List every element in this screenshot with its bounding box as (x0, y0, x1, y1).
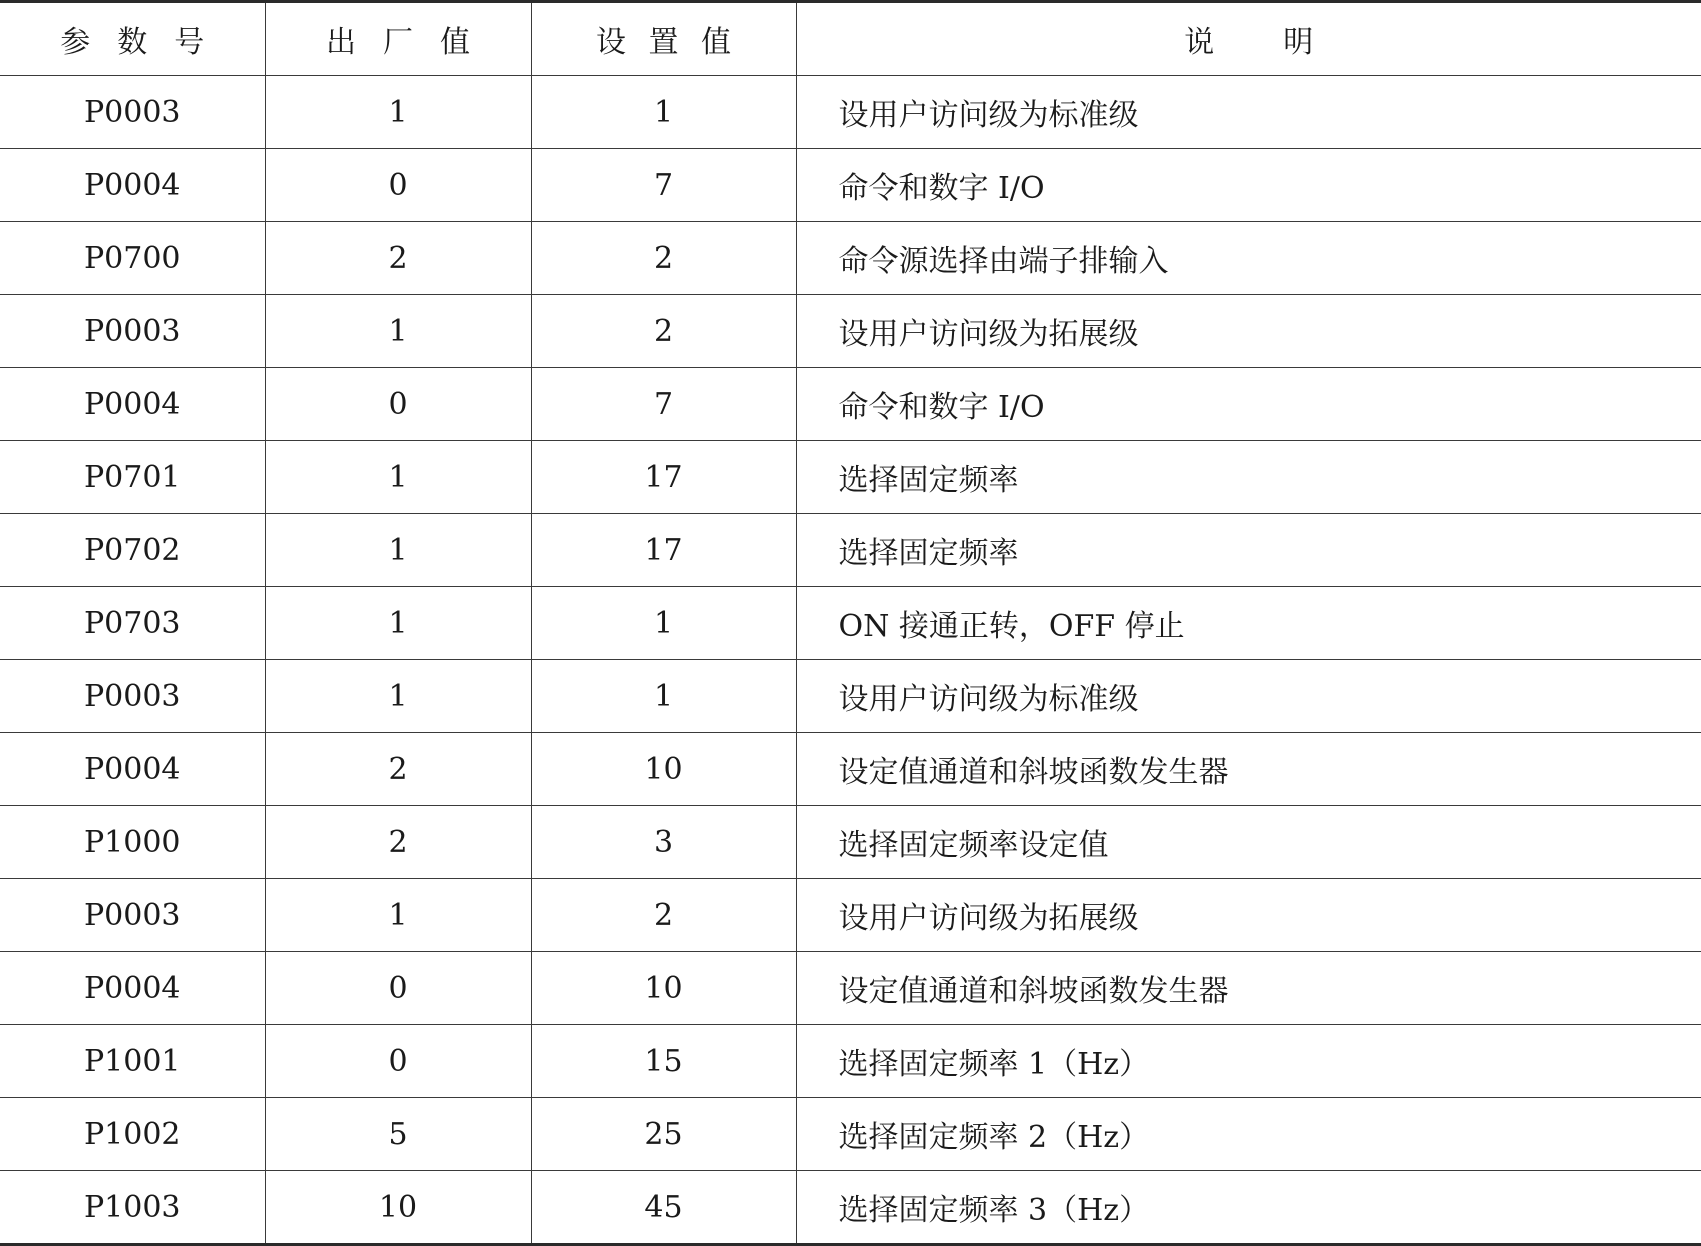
table-row (0, 76, 1701, 149)
setting-value-cell: 1 (531, 587, 796, 660)
description-cell: 设用户访问级为标准级 (796, 76, 1701, 149)
factory-value-cell: 0 (265, 952, 531, 1025)
description-cell: 选择固定频率 (796, 514, 1701, 587)
table-row (0, 441, 1701, 514)
factory-value-cell: 0 (265, 368, 531, 441)
setting-value-cell: 7 (531, 149, 796, 222)
factory-value-cell: 1 (265, 295, 531, 368)
header-factory-value: 出厂值 (265, 2, 531, 76)
param-number-cell: P1003 (83, 1189, 181, 1225)
table-row (0, 806, 1701, 879)
factory-value-cell: 1 (265, 514, 531, 587)
factory-value-cell: 1 (265, 660, 531, 733)
description-cell: 命令和数字 I/O (796, 368, 1701, 441)
table-row (0, 368, 1701, 441)
description-cell: 设用户访问级为标准级 (796, 660, 1701, 733)
setting-value-cell: 17 (531, 441, 796, 514)
param-number-cell: P0702 (0, 514, 265, 587)
table-row (0, 295, 1701, 368)
factory-value-cell: 2 (265, 806, 531, 879)
table-body (0, 76, 1701, 1245)
header-param-number: 参数号 (0, 2, 265, 76)
setting-value-cell: 25 (531, 1098, 796, 1171)
factory-value-cell: 2 (265, 222, 531, 295)
table-row (0, 149, 1701, 222)
table-row (0, 1171, 1701, 1245)
factory-value-cell: 1 (265, 441, 531, 514)
table-row (0, 733, 1701, 806)
param-number-cell: P1000 (0, 806, 265, 879)
factory-value-cell: 1 (265, 76, 531, 149)
param-number-cell: P0004 (0, 368, 265, 441)
setting-value-cell: 2 (531, 295, 796, 368)
param-number-cell: P0003 (0, 295, 265, 368)
param-number-cell: P0703 (0, 587, 265, 660)
param-number-cell: P0004 (0, 149, 265, 222)
description-cell: 命令和数字 I/O (796, 149, 1701, 222)
setting-value-cell: 2 (531, 222, 796, 295)
param-number-cell: P0003 (0, 76, 265, 149)
description-cell: 设定值通道和斜坡函数发生器 (796, 733, 1701, 806)
setting-value-cell: 17 (531, 514, 796, 587)
description-cell: 设定值通道和斜坡函数发生器 (796, 952, 1701, 1025)
setting-value-cell: 7 (531, 368, 796, 441)
setting-value-cell: 15 (531, 1025, 796, 1098)
description-cell: 选择固定频率 1（Hz） (796, 1025, 1701, 1098)
setting-value-cell: 45 (531, 1171, 796, 1245)
setting-value-cell: 2 (531, 879, 796, 952)
description-cell: 设用户访问级为拓展级 (796, 295, 1701, 368)
header-description: 说明 (796, 2, 1701, 76)
param-number-cell: P0003 (0, 879, 265, 952)
param-number-cell: P0004 (0, 952, 265, 1025)
description-cell: 选择固定频率 2（Hz） (796, 1098, 1701, 1171)
table-row (0, 952, 1701, 1025)
setting-value-cell: 3 (531, 806, 796, 879)
param-number-cell: P0004 (0, 733, 265, 806)
param-number-cell: P1001 (0, 1025, 265, 1098)
table-row (0, 1025, 1701, 1098)
table-row (0, 879, 1701, 952)
param-number-cell: P1002 (0, 1098, 265, 1171)
table-row (0, 222, 1701, 295)
description-cell: ON 接通正转，OFF 停止 (796, 587, 1701, 660)
param-number-cell: P0701 (0, 441, 265, 514)
table-row (0, 514, 1701, 587)
description-cell: 选择固定频率 (796, 441, 1701, 514)
factory-value-cell: 1 (265, 587, 531, 660)
setting-value-cell: 10 (531, 952, 796, 1025)
setting-value-cell: 10 (531, 733, 796, 806)
description-cell: 选择固定频率 3（Hz） (796, 1171, 1701, 1245)
setting-value-cell: 1 (531, 660, 796, 733)
factory-value-cell: 5 (265, 1098, 531, 1171)
table-row (0, 1098, 1701, 1171)
header-row (0, 2, 1701, 76)
description-cell: 选择固定频率设定值 (796, 806, 1701, 879)
table-row (0, 660, 1701, 733)
factory-value-cell: 1 (265, 879, 531, 952)
table-header (0, 2, 1701, 76)
header-setting-value: 设置值 (531, 2, 796, 76)
factory-value-cell: 2 (265, 733, 531, 806)
description-cell: 设用户访问级为拓展级 (796, 879, 1701, 952)
description-cell: 命令源选择由端子排输入 (796, 222, 1701, 295)
table-row (0, 587, 1701, 660)
factory-value-cell: 10 (265, 1171, 531, 1245)
param-number-cell: P0003 (0, 660, 265, 733)
param-number-cell: P0700 (0, 222, 265, 295)
setting-value-cell: 1 (531, 76, 796, 149)
factory-value-cell: 0 (265, 149, 531, 222)
factory-value-cell: 0 (265, 1025, 531, 1098)
